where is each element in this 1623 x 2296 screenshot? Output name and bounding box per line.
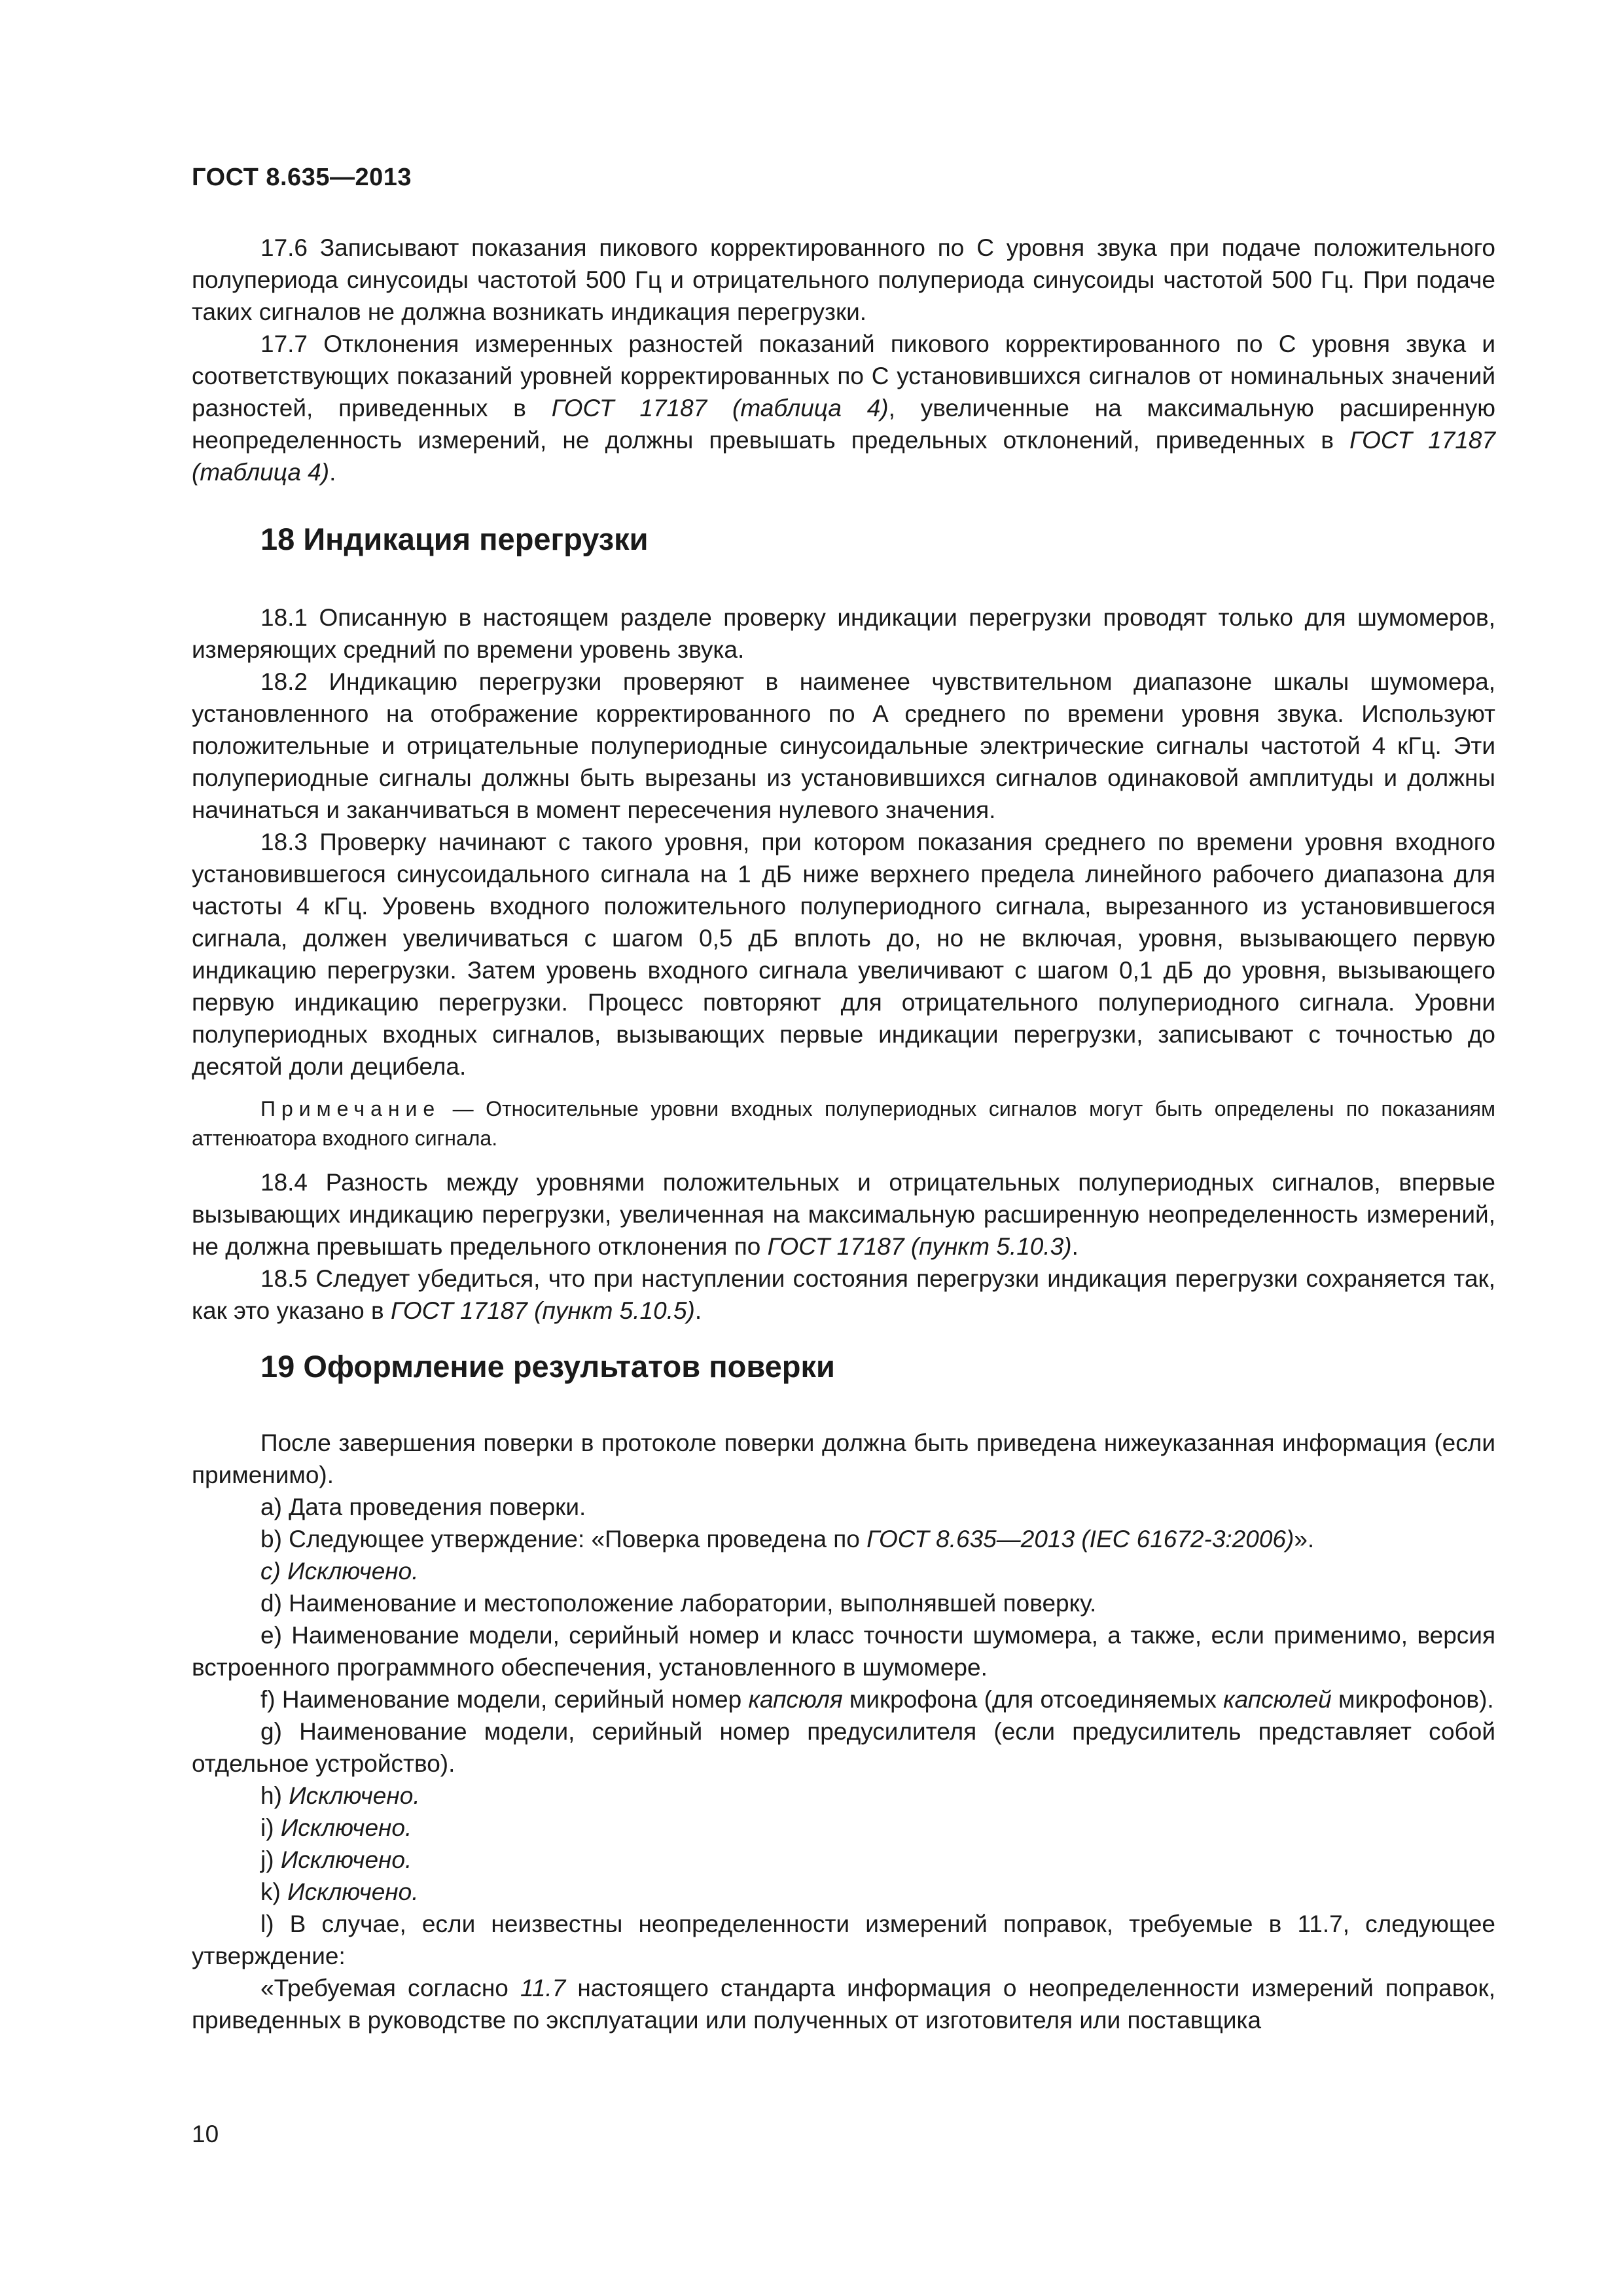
list-item-b: b) Следующее утверждение: «Поверка проведена по ГОСТ 8.635—2013 (IEC 61672-3:2006)». [260,1526,1315,1552]
section-19 [192,1347,1495,2036]
list-item-j: j) Исключено. [260,1846,412,1873]
section-18 [192,520,1495,1327]
reference-link: ГОСТ 17187 (пункт 5.10.3) [767,1233,1072,1260]
paragraph-19-intro: После завершения поверки в протоколе поверки должна быть приведена нижеуказанная информация (если применимо). [192,1429,1495,1488]
list-item-g: g) Наименование модели, серийный номер предусилителя (если предусилитель представляет собой отдельное устройство). [192,1718,1495,1777]
document-header: ГОСТ 8.635—2013 [192,164,412,191]
note-text: — Относительные уровни входных полупериодных сигналов могут быть определены по показаниям аттенюатора входного сигнала. [192,1097,1495,1150]
note [192,1094,1495,1153]
list-item-l: l) В случае, если неизвестны неопределенности измерений поправок, требуемые в 11.7, следующее утверждение: [192,1910,1495,1969]
paragraph-18-4: 18.4 Разность между уровнями положительных и отрицательных полупериодных сигналов, впервые вызывающих индикацию перегрузки, увеличенная на максимальную расширенную неопределенность измерений, не должна превышать предельного отклонения по ГОСТ 17187 (пункт 5.10.3). [192,1169,1495,1260]
quoted-statement: «Требуемая согласно 11.7 настоящего стандарта информация о неопределенности измерений поправок, приведенных в руководстве по эксплуатации или полученных от изготовителя или поставщика [192,1975,1495,2034]
list-item-d: d) Наименование и местоположение лаборатории, выполнявшей поверку. [260,1590,1097,1617]
list-item-c: c) Исключено. [260,1558,419,1585]
note-label: Примечание [260,1097,441,1121]
list-item-a: a) Дата проведения поверки. [260,1494,586,1520]
list-item-h: h) Исключено. [260,1782,420,1809]
reference-link: ГОСТ 17187 (таблица 4) [551,395,889,422]
reference-link: ГОСТ 8.635—2013 (IEC 61672-3:2006) [866,1526,1294,1552]
paragraph-18-1: 18.1 Описанную в настоящем разделе проверку индикации перегрузки проводят только для шумомеров, измеряющих средний по времени уровень звука. [192,604,1495,663]
paragraph-18-3: 18.3 Проверку начинают с такого уровня, при котором показания среднего по времени уровня входного установившегося синусоидального сигнала на 1 дБ ниже верхнего предела линейного рабочего диапазона для частоты 4 кГц. Уровень входного положительного полупериодного сигнала, вырезанного из установившегося сигнала, должен увеличиваться с шагом 0,5 дБ вплоть до, но не включая, уровня, вызывающего первую индикацию перегрузки. Затем уровень входного сигнала увеличивают с шагом 0,1 дБ до уровня, вызывающего первую индикацию перегрузки. Процесс повторяют для отрицательного полупериодного сигнала. Уровни полупериодных входных сигналов, вызывающих первые индикации перегрузки, записывают с точностью до десятой доли децибела. [192,829,1495,1080]
paragraph-18-5: 18.5 Следует убедиться, что при наступлении состояния перегрузки индикация перегрузки сохраняется так, как это указано в ГОСТ 17187 (пункт 5.10.5). [192,1265,1495,1324]
section-title: 18 Индикация перегрузки [260,522,649,556]
reference-link: ГОСТ 17187 (пункт 5.10.5) [390,1297,695,1324]
list-item-e: e) Наименование модели, серийный номер и класс точности шумомера, а также, если применимо, версия встроенного программного обеспечения, установленного в шумомере. [192,1622,1495,1681]
section-title: 19 Оформление результатов поверки [260,1349,835,1384]
list-item-f: f) Наименование модели, серийный номер капсюля микрофона (для отсоединяемых капсюлей микрофонов). [260,1686,1494,1713]
list-item-k: k) Исключено. [260,1878,419,1905]
reference-link: 11.7 [520,1975,566,2001]
section-17-continued [192,232,1495,488]
paragraph-17-7: 17.7 Отклонения измеренных разностей показаний пикового корректированного по C уровня звука и соответствующих показаний уровней корректированных по C установившихся сигналов от номинальных значений разностей, приведенных в ГОСТ 17187 (таблица 4), увеличенные на максимальную расширенную неопределенность измерений, не должны превышать предельных отклонений, приведенных в ГОСТ 17187 (таблица 4). [192,331,1496,486]
page-number: 10 [192,2121,219,2147]
paragraph-18-2: 18.2 Индикацию перегрузки проверяют в наименее чувствительном диапазоне шкалы шумомера, установленного на отображение корректированного по A среднего по времени уровня звука. Используют положительные и отрицательные полупериодные синусоидальные электрические сигналы частотой 4 кГц. Эти полупериодные сигналы должны быть вырезаны из установившихся сигналов одинаковой амплитуды и должны начинаться и заканчиваться в момент пересечения нулевого значения. [192,668,1495,823]
paragraph-17-6: 17.6 Записывают показания пикового корректированного по C уровня звука при подаче положительного полупериода синусоиды частотой 500 Гц и отрицательного полупериода синусоиды частотой 500 Гц. При подаче таких сигналов не должна возникать индикация перегрузки. [192,234,1495,325]
list-item-i: i) Исключено. [260,1814,412,1841]
reference-link: ГОСТ 17187 (таблица 4) [192,427,1495,486]
